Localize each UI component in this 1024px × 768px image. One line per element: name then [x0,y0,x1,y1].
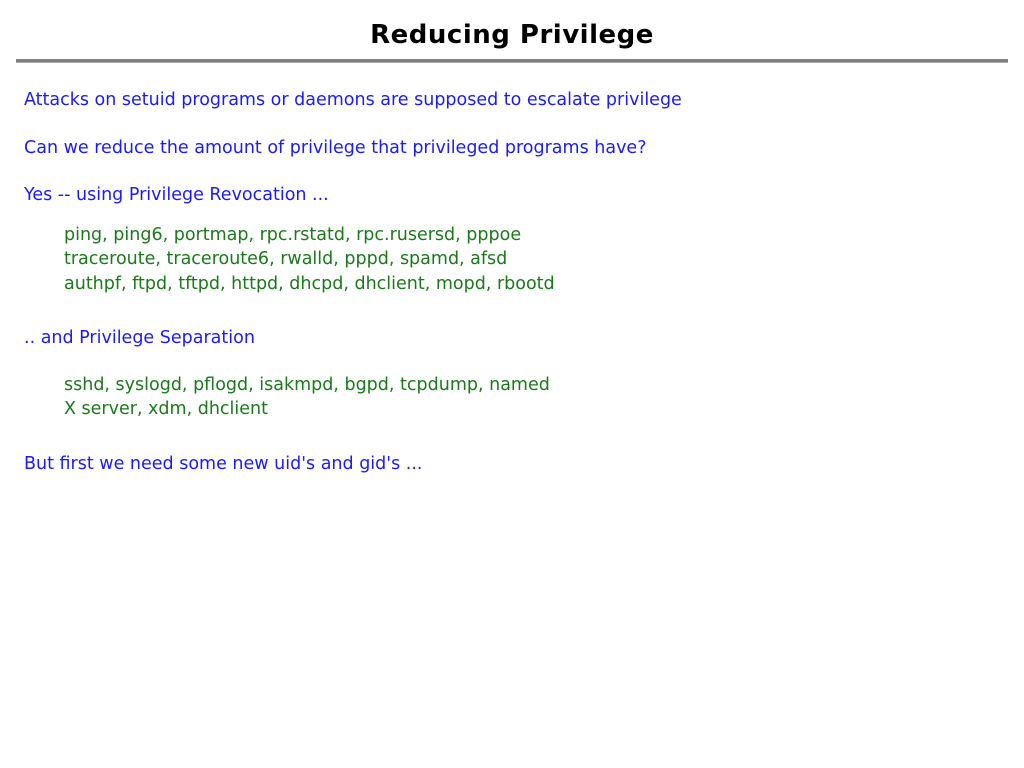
separation-list-item: X server, xdm, dhclient [64,399,268,419]
spacer [0,157,1024,187]
revocation-list-item: traceroute, traceroute6, rwalld, pppd, spamd, afsd [64,249,508,269]
separation-list-item: sshd, syslogd, pflogd, isakmpd, bgpd, tcpdump, named [64,374,550,395]
intro-line-3: Yes -- using Privilege Revocation ... [24,185,329,205]
closing-line: But first we need some new uid's and gid's ... [24,453,423,474]
revocation-list-item: ping, ping6, portmap, rpc.rstatd, rpc.rusersd, pppoe [64,224,522,245]
separation-heading: .. and Privilege Separation [24,328,255,348]
spacer [0,419,1024,449]
page-title: Reducing Privilege [370,20,654,50]
intro-line-1: Attacks on setuid programs or daemons are supposed to escalate privilege [24,90,682,110]
spacer [0,293,1024,323]
spacer [0,348,1024,370]
spacer [0,110,1024,140]
title-divider [16,59,1008,63]
revocation-list-item: authpf, ftpd, tftpd, httpd, dhcpd, dhclient, mopd, rbootd [64,273,555,294]
spacer [0,205,1024,227]
slide-body [0,92,1024,473]
intro-line-2: Can we reduce the amount of privilege that privileged programs have? [24,137,647,158]
